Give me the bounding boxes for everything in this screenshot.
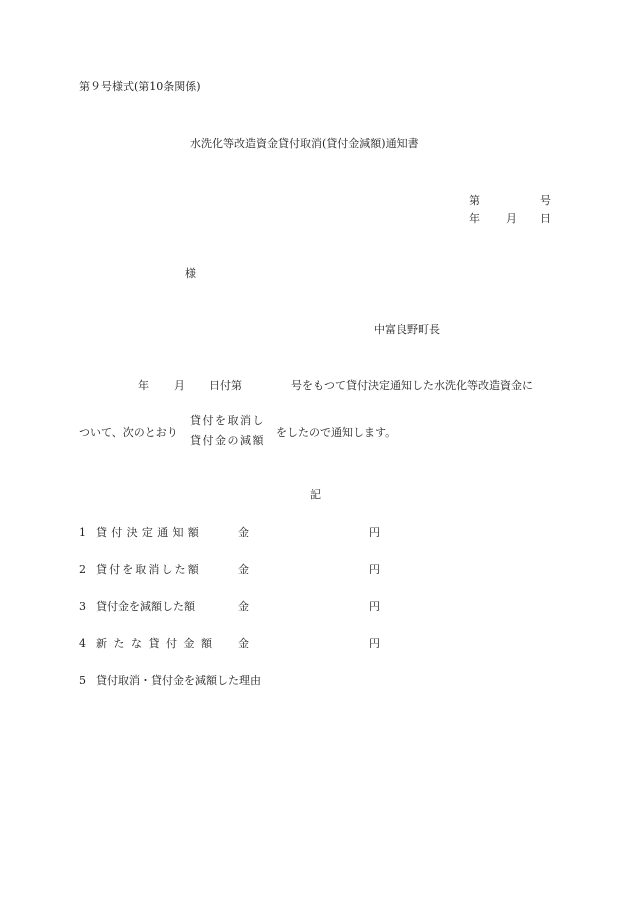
- item-label: 貸付を取消した額: [96, 563, 201, 576]
- ki-heading: 記: [310, 488, 321, 501]
- item-yen: 円: [369, 637, 380, 650]
- item-yen: 円: [369, 563, 380, 576]
- item-label: 貸付金を減額した額: [96, 600, 195, 613]
- item-kin: 金: [238, 526, 249, 539]
- item-number: 1: [79, 526, 86, 539]
- item-yen: 円: [369, 600, 380, 613]
- item-kin: 金: [238, 637, 249, 650]
- item-number: 4: [79, 637, 86, 650]
- form-label: 第９号様式(第10条関係): [79, 80, 201, 93]
- item-label: 貸付決定通知額: [96, 526, 204, 539]
- issuer-name: 中富良野町長: [374, 323, 440, 336]
- body-number-clause: 号をもつて貸付決定通知した水洗化等改造資金に: [291, 379, 533, 392]
- item-label: 新たな貸付金額: [96, 637, 219, 650]
- date-year: 年: [469, 212, 480, 225]
- item-kin: 金: [238, 600, 249, 613]
- document-title: 水洗化等改造資金貸付取消(貸付金減額)通知書: [190, 137, 419, 150]
- item-number: 3: [79, 600, 86, 613]
- body-year: 年: [138, 379, 149, 392]
- item-number: 5: [79, 674, 86, 687]
- body-line2-end: をしたので通知します。: [276, 426, 397, 439]
- body-month: 月: [174, 379, 185, 392]
- addressee-suffix: 様: [185, 267, 196, 280]
- date-month: 月: [506, 212, 517, 225]
- body-line2-start: ついて、次のとおり: [79, 426, 178, 439]
- option-reduce: 貸付金の減額: [190, 434, 265, 447]
- item-number: 2: [79, 563, 86, 576]
- item-label: 貸付取消・貸付金を減額した理由: [96, 674, 261, 687]
- item-kin: 金: [238, 563, 249, 576]
- doc-number-suffix: 号: [540, 194, 551, 207]
- item-yen: 円: [369, 526, 380, 539]
- body-day-ref: 日付第: [209, 379, 242, 392]
- date-day: 日: [540, 212, 551, 225]
- option-cancel: 貸付を取消し: [190, 414, 265, 427]
- doc-number-prefix: 第: [469, 194, 480, 207]
